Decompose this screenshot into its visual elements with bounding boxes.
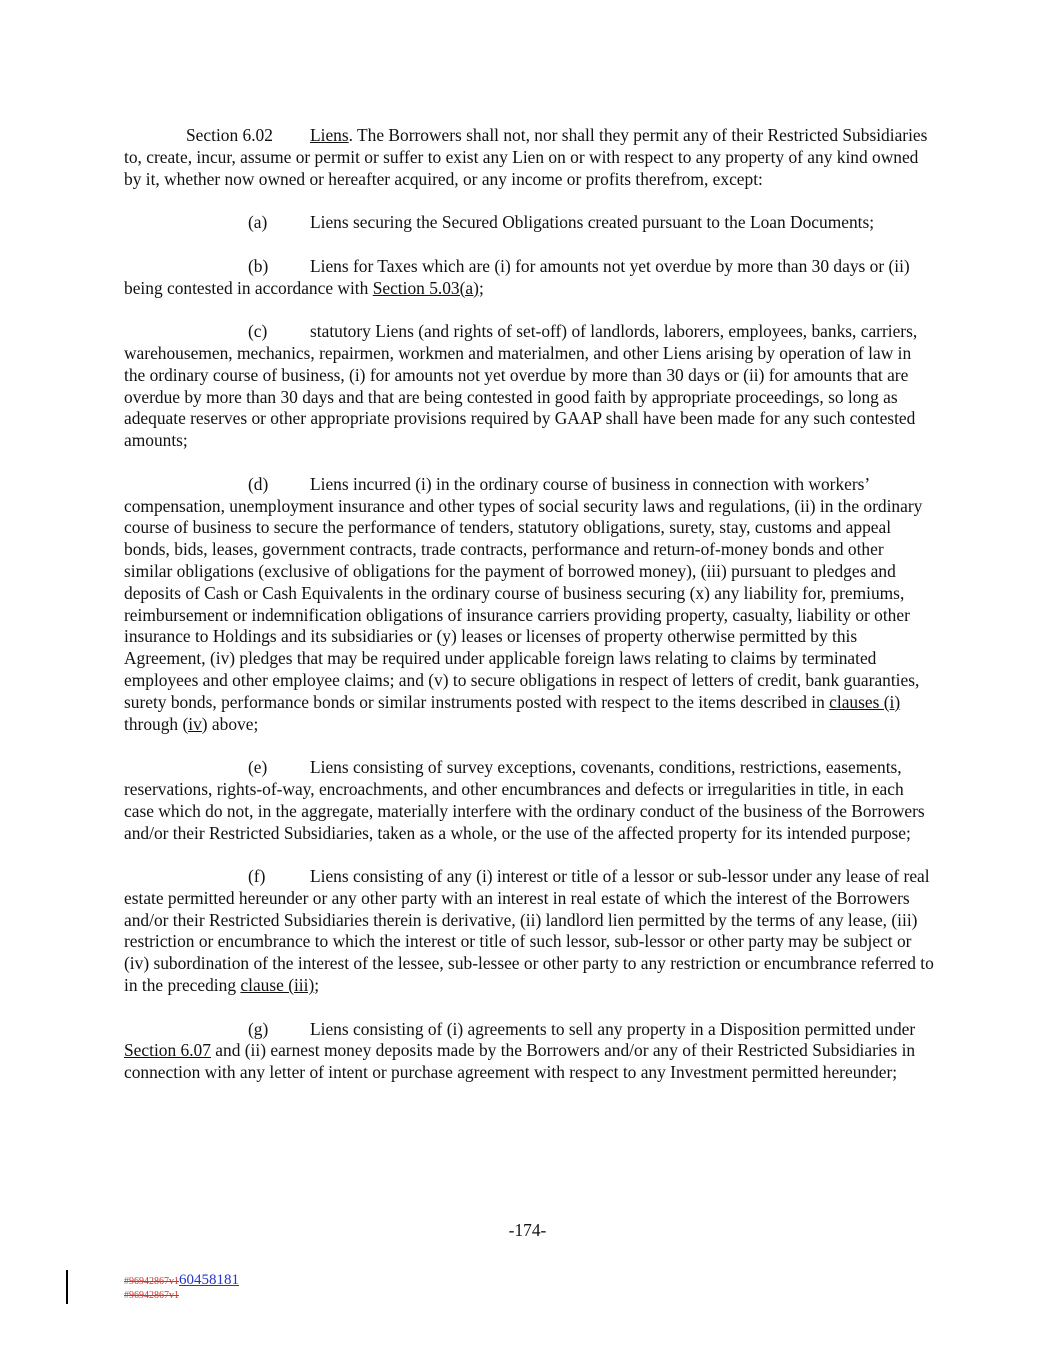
clause-label: (f) [248, 866, 266, 887]
cross-reference: Section 6.07 [124, 1040, 211, 1061]
clause-e: (e) Liens consisting of survey exceptions, covenants, conditions, restrictions, easements, reservations, rights-of-way, encroachments, and other encumbrances and defects or irregularities in title, in each case which do not, in the aggregate, materially interfere with the ordinary conduct of the business of the Borrowers and/or their Restricted Subsidiaries, taken as a whole, or the use of the affected property for its intended purpose; [124, 757, 925, 843]
clause-label: (d) [248, 473, 269, 494]
clause-a: (a) Liens securing the Secured Obligations created pursuant to the Loan Documents; [248, 212, 875, 233]
clause-f: (f) Liens consisting of any (i) interest or title of a lessor or sub-lessor under any lease of real estate permitted hereunder or any other party with an interest in real estate of which the interest of the Borrowers and/or their Restricted Subsidiaries therein is derivative, (ii) landlord lien permitted by the terms of any lease, (iii) restriction or encumbrance to which the interest or title of such lessor, sub-lessor or other party may be subject or (iv) subordination of the interest of the lessee, sub-lessee or other party to any restriction or encumbrance referred to in the preceding clause (iii); [124, 866, 934, 996]
page-number: -174- [508, 1220, 547, 1240]
cross-reference: Section 5.03(a) [372, 277, 479, 298]
document-body [124, 125, 934, 1106]
change-bar [66, 1270, 68, 1304]
cross-reference: clauses (i) [829, 691, 901, 712]
clause-label: (g) [248, 1018, 269, 1039]
section-paragraph [124, 125, 934, 190]
cross-reference: clause (iii) [240, 975, 315, 996]
deleted-doc-id: #96942867v1 [124, 1276, 179, 1287]
section-heading: Liens [310, 125, 349, 145]
deleted-doc-id-2: #96942867v1 [124, 1290, 179, 1301]
section-number: Section 6.02 [186, 125, 273, 145]
clause-label: (b) [248, 255, 269, 276]
clause-d: (d) Liens incurred (i) in the ordinary course of business in connection with workers’ compensation, unemployment insurance and other types of social security laws and regulations, (ii) in the ordinary course of business to secure the performance of tenders, statutory obligations, surety, stay, customs and appeal bonds, bids, leases, government contracts, trade contracts, performance and return-of-money bonds and other similar obligations (exclusive of obligations for the payment of borrowed money), (iii) pursuant to pledges and deposits of Cash or Cash Equivalents in the ordinary course of business securing (x) any liability for, premiums, reimbursement or indemnification obligations of insurance carriers providing property, casualty, liability or other insurance to Holdings and its subsidiaries or (y) leases or licenses of property otherwise permitted by this Agreement, (iv) pledges that may be required under applicable foreign laws relating to claims by terminated employees and other employee claims; and (v) to secure obligations in respect of letters of credit, bank guaranties, surety bonds, performance bonds or similar instruments posted with respect to the items described in clauses (i) through (iv) above; [124, 473, 923, 734]
clause-b: (b) Liens for Taxes which are (i) for amounts not yet overdue by more than 30 days or (ii) being contested in accordance with Section 5.03(a); [124, 255, 910, 298]
clause-label: (a) [248, 212, 268, 233]
document-id [124, 1272, 239, 1290]
clause-label: (e) [248, 757, 268, 778]
cross-reference: (iv) [182, 713, 208, 734]
section-intro: . The Borrowers shall not, nor shall they permit any of their Restricted Subsidiaries to, create, incur, assume or permit or suffer to exist any Lien on or with respect to any property of any kind owned by it, whether now owned or hereafter acquired, or any income or profits therefrom, except: [124, 125, 928, 189]
inserted-doc-id: 60458181 [179, 1272, 239, 1288]
clause-c: (c) statutory Liens (and rights of set-off) of landlords, laborers, employees, banks, carriers, warehousemen, mechanics, repairmen, workmen and materialmen, and other Liens arising by operation of law in the ordinary course of business, (i) for amounts not yet overdue by more than 30 days or (ii) for amounts that are overdue by more than 30 days and that are being contested in good faith by appropriate proceedings, so long as adequate reserves or other appropriate provisions required by GAAP shall have been made for any such contested amounts; [124, 321, 918, 451]
clause-label: (c) [248, 321, 268, 342]
clause-g: (g) Liens consisting of (i) agreements to sell any property in a Disposition permitted under Section 6.07 and (ii) earnest money deposits made by the Borrowers and/or any of their Restricted Subsidiaries in connection with any letter of intent or purchase agreement with respect to any Investment permitted hereunder; [124, 1018, 916, 1083]
